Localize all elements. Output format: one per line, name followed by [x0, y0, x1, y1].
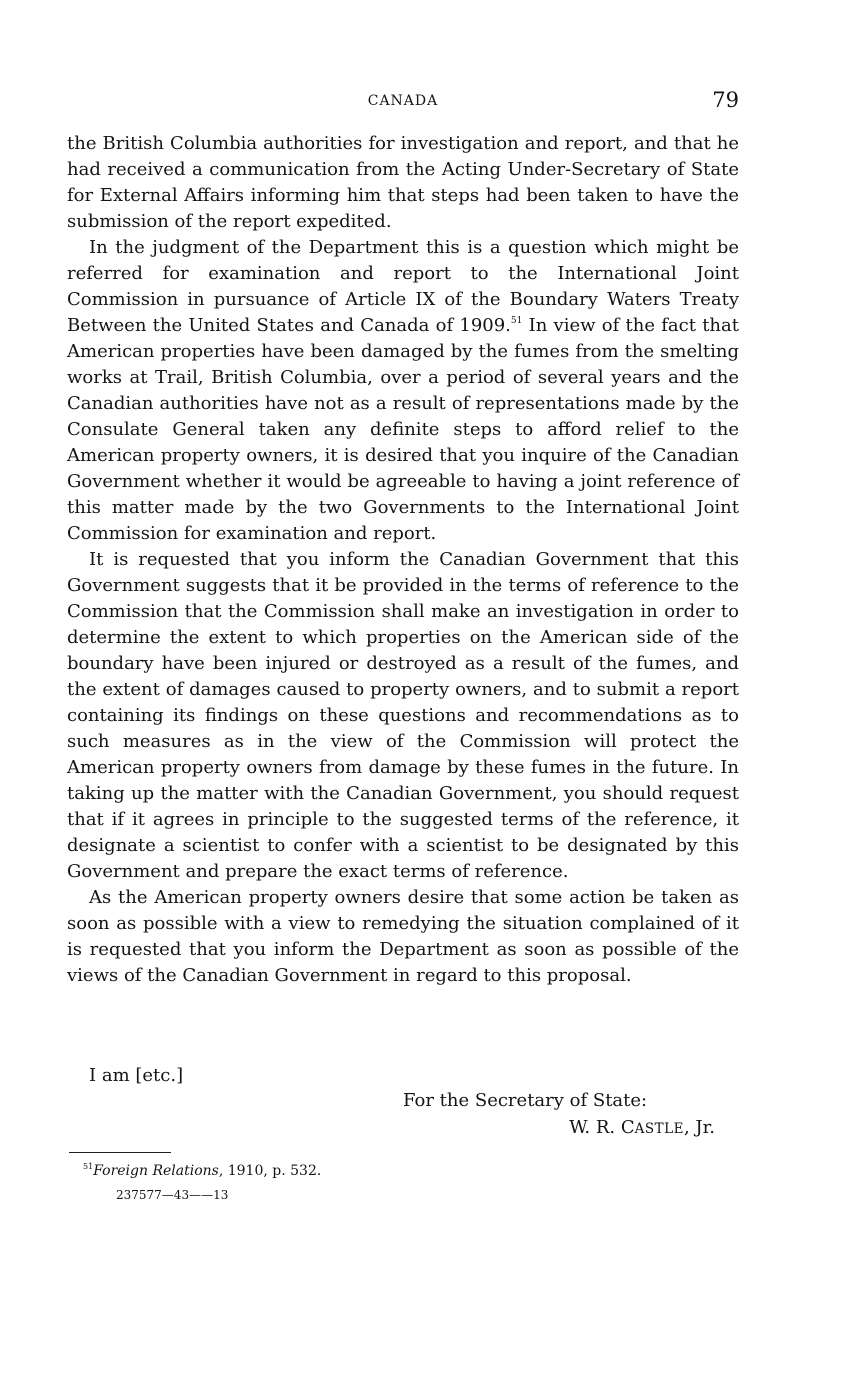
footnote [83, 1163, 321, 1179]
signature-suffix: , Jr. [683, 1117, 715, 1138]
running-title: CANADA [367, 93, 439, 109]
paragraph-judgment [67, 235, 739, 547]
page-number: 79 [712, 88, 739, 112]
paragraph-continued: the British Columbia authorities for investigation and report, and that he had received a communication from the Acting Under-Secretary of State for External Affairs informing him that steps had been taken to have the submission of the report expedited. [67, 133, 739, 232]
signature-name [569, 1117, 715, 1138]
signature-initials: W. R. [569, 1117, 621, 1138]
paragraph-judgment-text-continued: In view of the fact that American properties have been damaged by the fumes from the smelting works at Trail, British Columbia, over a period of several years and the Canadian authorities have not as a result of representations made by the Consulate General taken any definite steps to afford relief to the American property owners, it is desired that you inquire of the Canadian Government whether it would be agreeable to having a joint reference of this matter made by the two Governments to the International Joint Commission for examination and report. [67, 315, 739, 544]
letter-body [67, 131, 739, 989]
signature-surname-rest: ASTLE [634, 1121, 684, 1137]
footnote-marker: 51 [83, 1162, 94, 1171]
signature-surname-initial: C [620, 1117, 635, 1138]
footnote-reference: 51 [510, 316, 523, 326]
paragraph-request: It is requested that you inform the Canadian Government that this Government suggests that it be provided in the terms of reference to the Commission that the Commission shall make an investigation in order to determine the extent to which properties on the American side of the boundary have been injured or destroyed as a result of the fumes, and the extent of damages caused to property owners, and to submit a report containing its findings on these questions and recommendations as to such measures as in the view of the Commission will protect the American property owners from damage by these fumes in the future. In taking up the matter with the Canadian Government, you should request that if it agrees in principle to the suggested terms of the reference, it designate a scientist to confer with a scientist to be designated by this Government and prepare the exact terms of reference. [67, 549, 739, 882]
footnote-citation: , 1910, p. 532. [218, 1163, 322, 1179]
paragraph-judgment-text: In the judgment of the Department this is a question which might be referred for examination and report to the International Joint Commission in pursuance of Article IX of the Boundary Waters Treaty Between the United States and Canada of 1909. [67, 237, 739, 336]
signature-intro: For the Secretary of State: [403, 1090, 648, 1111]
footnote-source-title: Foreign Relations [93, 1163, 219, 1179]
closing-line: I am [etc.] [89, 1065, 184, 1086]
printer-mark: 237577—43——13 [116, 1188, 229, 1202]
running-head [67, 88, 739, 118]
footnote-rule [69, 1152, 171, 1153]
paragraph-conclusion: As the American property owners desire that some action be taken as soon as possible with a view to remedying the situation complained of it is requested that you inform the Department as soon as possible of the views of the Canadian Government in regard to this proposal. [67, 887, 739, 986]
